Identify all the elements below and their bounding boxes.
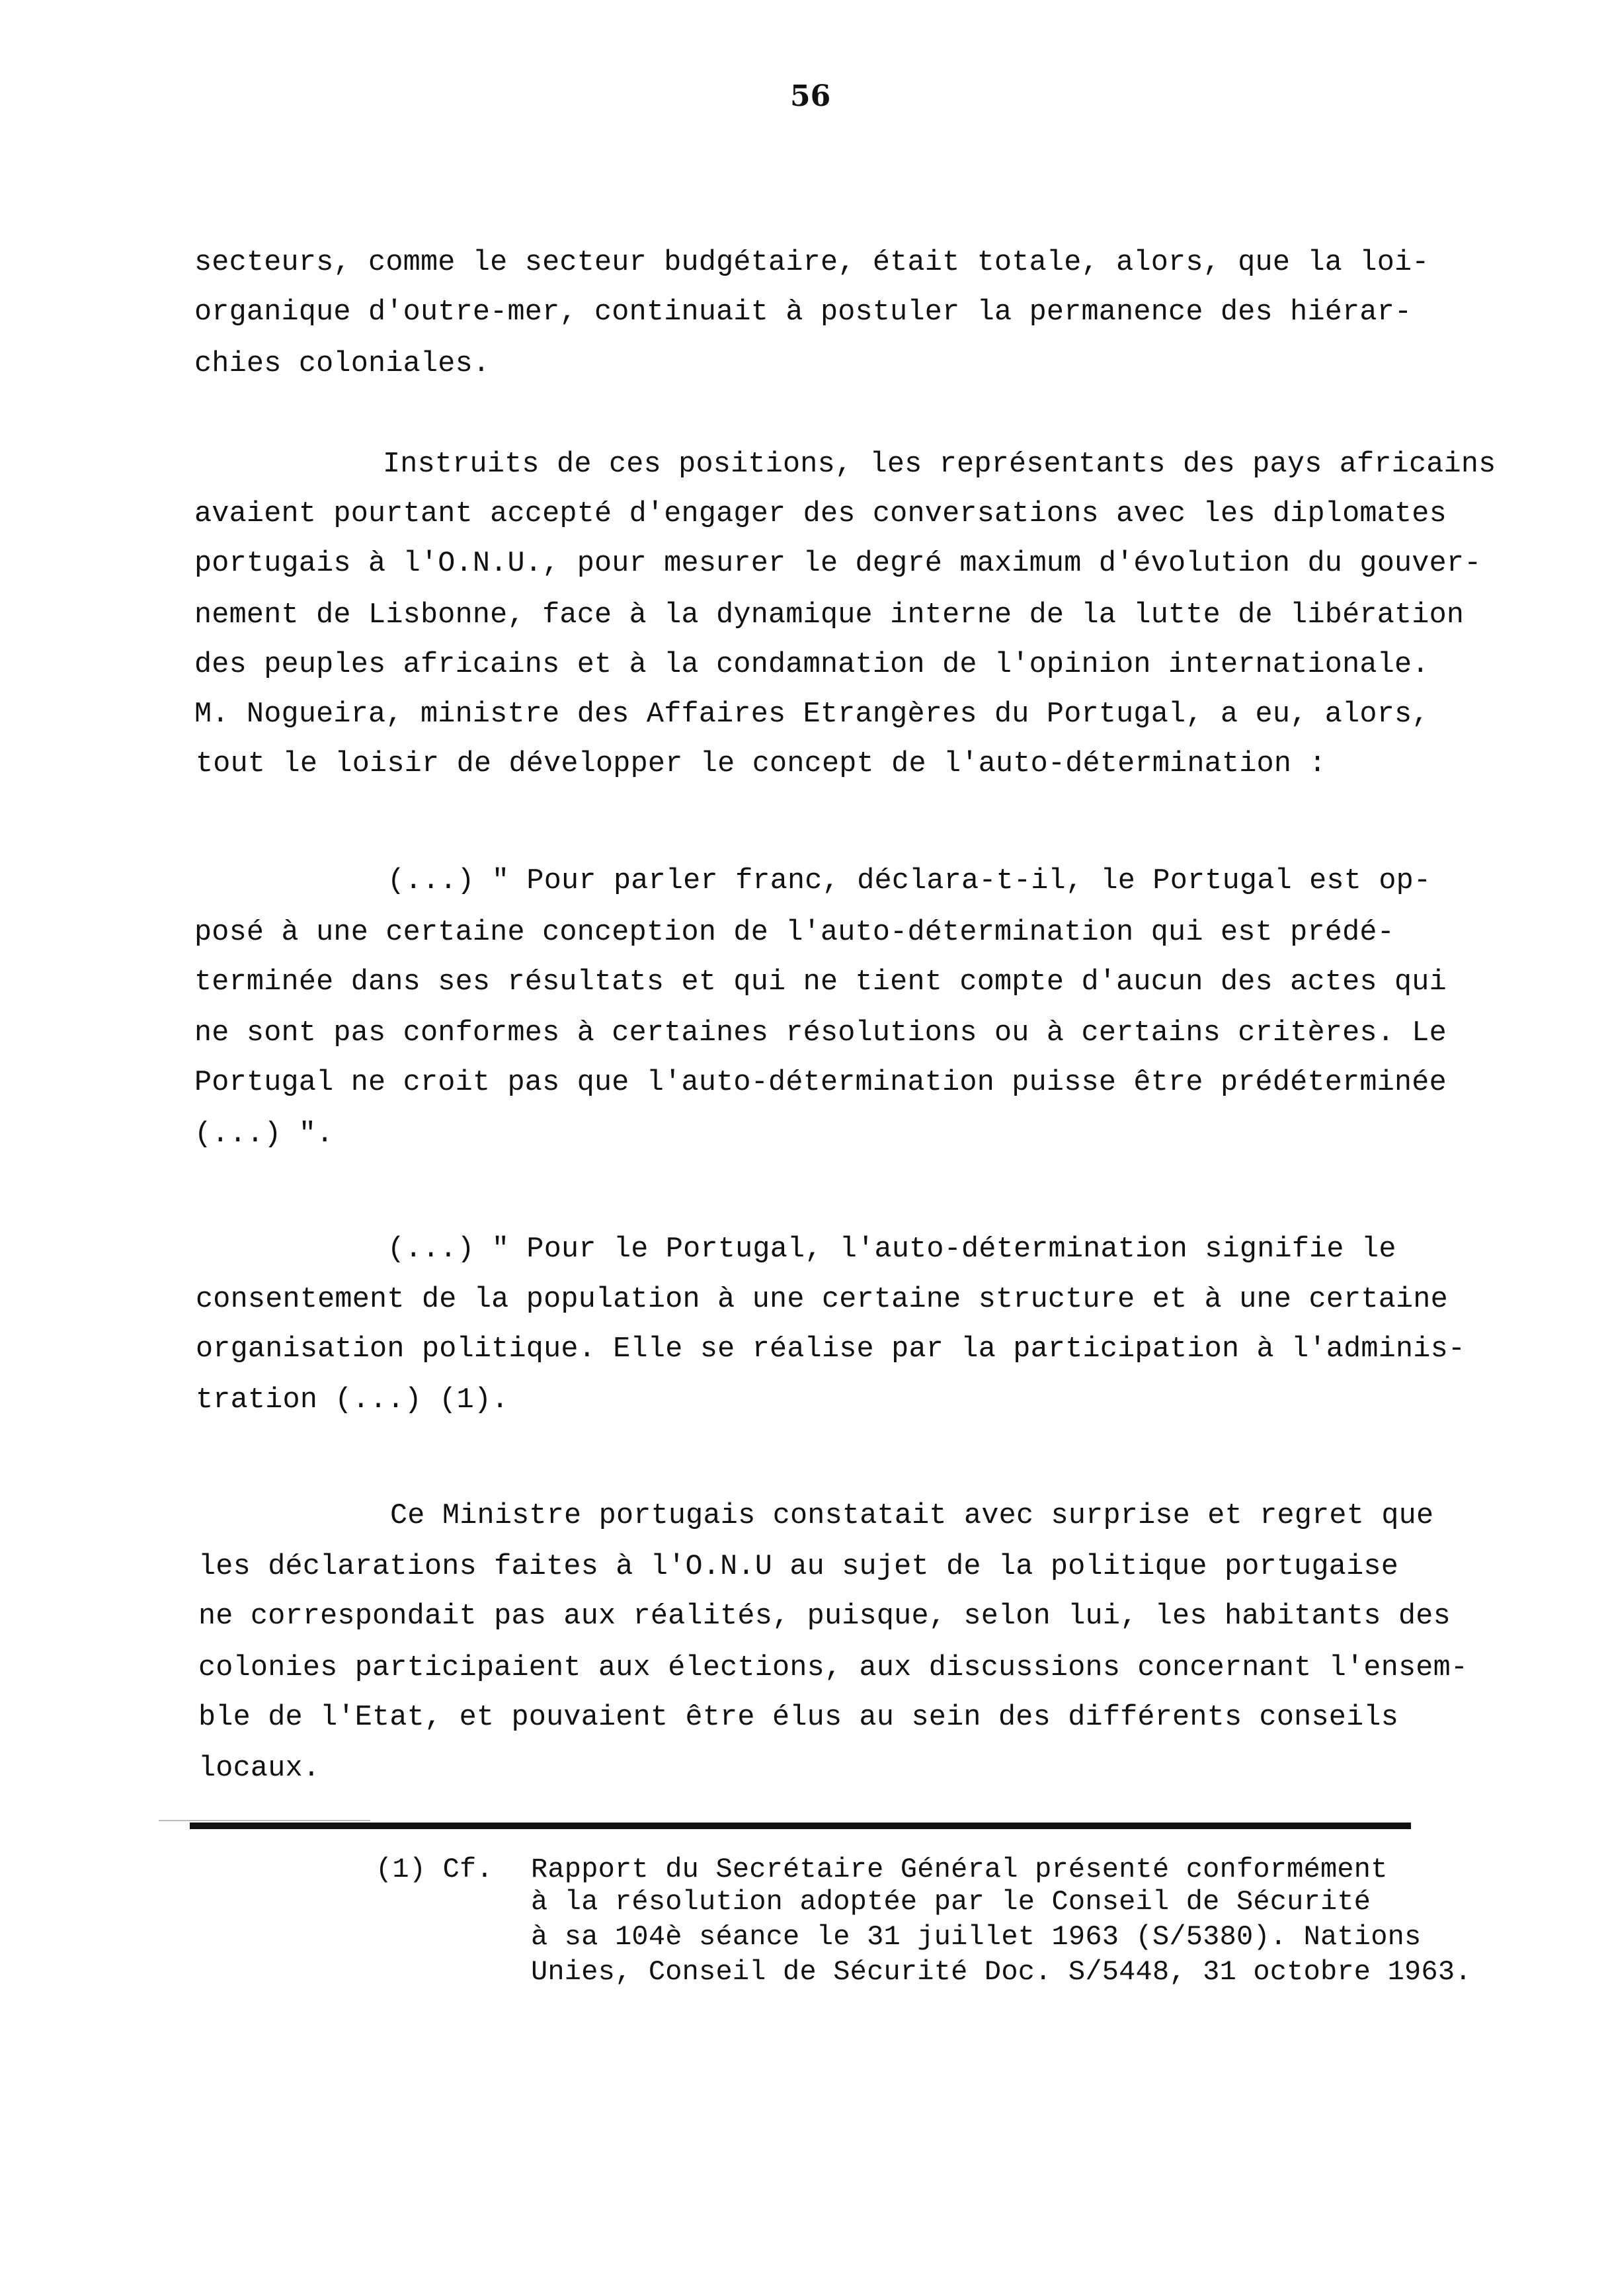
footnote-line: à la résolution adoptée par le Conseil de Sécurité: [531, 1886, 1371, 1918]
footnote-rule-faint: [159, 1820, 370, 1821]
text-line: ne correspondait pas aux réalités, puisque, selon lui, les habitants des: [198, 1600, 1451, 1633]
text-line: ble de l'Etat, et pouvaient être élus au sein des différents conseils: [198, 1702, 1398, 1734]
text-line: posé à une certaine conception de l'auto-détermination qui est prédé-: [194, 917, 1394, 949]
text-line: organisation politique. Elle se réalise par la participation à l'adminis-: [196, 1333, 1466, 1366]
text-line: tout le loisir de développer le concept de l'auto-détermination :: [196, 748, 1326, 780]
text-line: portugais à l'O.N.U., pour mesurer le degré maximum d'évolution du gouver-: [194, 548, 1482, 580]
footnote-line: à sa 104è séance le 31 juillet 1963 (S/5380). Nations: [531, 1921, 1422, 1953]
text-line: avaient pourtant accepté d'engager des conversations avec les diplomates: [194, 498, 1447, 530]
text-line: (...) " Pour le Portugal, l'auto-détermination signifie le: [387, 1233, 1396, 1266]
footnote-line: Rapport du Secrétaire Général présenté conformément: [531, 1854, 1388, 1885]
text-line: colonies participaient aux élections, aux discussions concernant l'ensem-: [198, 1652, 1468, 1684]
text-line: locaux.: [198, 1752, 321, 1785]
text-line: nement de Lisbonne, face à la dynamique interne de la lutte de libération: [194, 599, 1465, 632]
text-line: (...) " Pour parler franc, déclara-t-il, le Portugal est op-: [387, 865, 1431, 897]
text-line: organique d'outre-mer, continuait à postuler la permanence des hiérar-: [194, 296, 1412, 329]
text-line: les déclarations faites à l'O.N.U au sujet de la politique portugaise: [198, 1551, 1398, 1583]
text-line: Instruits de ces positions, les représentants des pays africains: [383, 448, 1496, 481]
text-line: secteurs, comme le secteur budgétaire, était totale, alors, que la loi-: [194, 247, 1429, 279]
footnote-marker: (1) Cf.: [376, 1854, 493, 1885]
text-line: M. Nogueira, ministre des Affaires Etrangères du Portugal, a eu, alors,: [194, 698, 1429, 731]
text-line: chies coloniales.: [194, 348, 491, 380]
text-line: Ce Ministre portugais constatait avec surprise et regret que: [390, 1500, 1434, 1532]
page-number: 56: [790, 79, 831, 113]
text-line: (...) ".: [194, 1118, 334, 1151]
text-line: des peuples africains et à la condamnation de l'opinion internationale.: [194, 649, 1429, 681]
text-line: Portugal ne croit pas que l'auto-détermination puisse être prédéterminée: [194, 1067, 1447, 1099]
text-line: tration (...) (1).: [196, 1384, 509, 1416]
text-line: consentement de la population à une certaine structure et à une certaine: [196, 1284, 1448, 1316]
text-line: ne sont pas conformes à certaines résolutions ou à certains critères. Le: [194, 1017, 1447, 1049]
text-line: terminée dans ses résultats et qui ne tient compte d'aucun des actes qui: [194, 966, 1447, 999]
footnote-line: Unies, Conseil de Sécurité Doc. S/5448, 31 octobre 1963.: [531, 1956, 1472, 1988]
footnote-separator: [190, 1823, 1411, 1829]
